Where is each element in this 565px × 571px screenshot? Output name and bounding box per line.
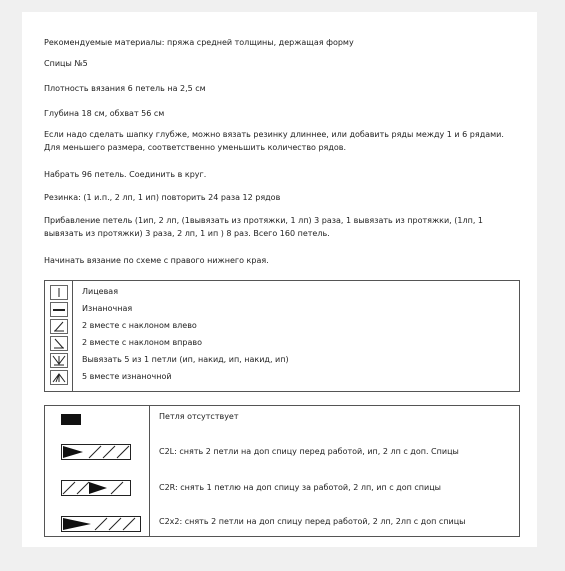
legend-label: C2R: снять 1 петлю на доп спицу за работой, 2 лп, ип с доп спицы <box>159 483 441 492</box>
no-stitch-icon <box>61 414 81 425</box>
stitch-symbol-legend <box>44 280 520 392</box>
legend-label: 2 вместе с наклоном влево <box>82 321 197 330</box>
legend-label: 5 вместе изнаночной <box>82 372 172 381</box>
size-line: Глубина 18 см, обхват 56 см <box>44 109 165 118</box>
five-from-one-icon <box>50 353 68 368</box>
legend-label: C2L: снять 2 петли на доп спицу перед работой, ип, 2 лп с доп. Спицы <box>159 447 459 456</box>
needles-line: Спицы №5 <box>44 59 88 68</box>
increase-paragraph: Прибавление петель (1ип, 2 лп, (1вывязать из протяжки, 1 лп) 3 раза, 1 вывязать из протяжки, (1лп, 1 вывязать из протяжки) 3 раза, 2 лп, 1 ип ) 8 раз. Всего 160 петель. <box>44 216 483 238</box>
five-together-icon <box>50 370 68 385</box>
cast-on-line: Набрать 96 петель. Соединить в круг. <box>44 170 207 179</box>
gauge-line: Плотность вязания 6 петель на 2,5 см <box>44 84 206 93</box>
k2tog-left-icon <box>50 319 68 334</box>
ribbing-line: Резинка: (1 и.п., 2 лп, 1 ип) повторить 24 раза 12 рядов <box>44 193 281 202</box>
legend-label: C2x2: снять 2 петли на доп спицу перед работой, 2 лп, 2лп с доп спицы <box>159 517 466 526</box>
cable-legend <box>44 405 520 537</box>
legend-label: Петля отсутствует <box>159 412 239 421</box>
legend-label: Изнаночная <box>82 304 133 313</box>
cable-c2r-icon <box>61 480 131 496</box>
cable-c2x2-icon <box>61 516 141 532</box>
legend-label: Лицевая <box>82 287 119 296</box>
start-line: Начинать вязание по схеме с правого нижнего края. <box>44 256 269 265</box>
pattern-page <box>22 12 537 547</box>
materials-line: Рекомендуемые материалы: пряжа средней толщины, держащая форму <box>44 38 354 47</box>
legend-label: Вывязать 5 из 1 петли (ип, накид, ип, накид, ип) <box>82 355 289 364</box>
legend-label: 2 вместе с наклоном вправо <box>82 338 202 347</box>
knit-symbol-icon <box>50 285 68 300</box>
k2tog-right-icon <box>50 336 68 351</box>
deeper-paragraph: Если надо сделать шапку глубже, можно вязать резинку длиннее, или добавить ряды между 1 и 6 рядами. Для меньшего размера, соответственно уменьшить количество рядов. <box>44 130 504 152</box>
cable-c2l-icon <box>61 444 131 460</box>
purl-symbol-icon <box>50 302 68 317</box>
